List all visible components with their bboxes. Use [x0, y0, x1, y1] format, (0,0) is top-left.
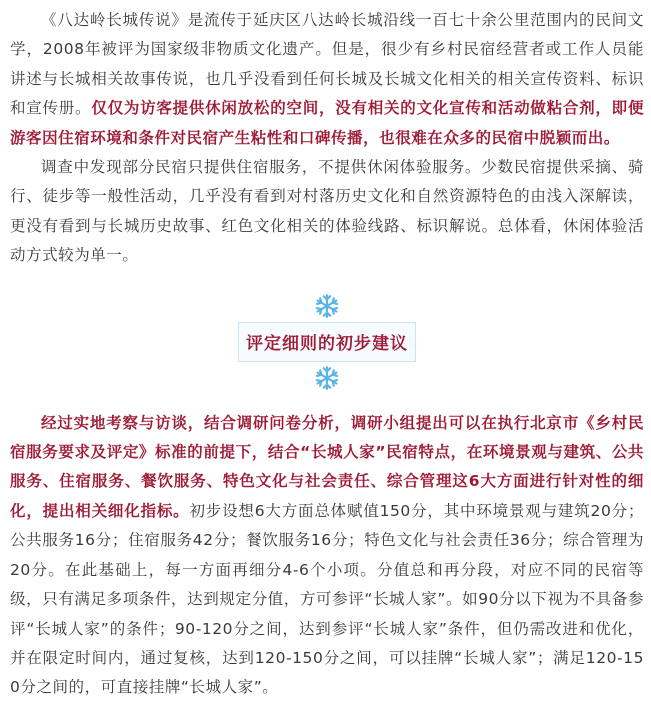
- paragraph-proposal-emphasis: 经过实地考察与访谈，结合调研问卷分析，调研小组提出可以在执行北京市《乡村民宿服务要求及评定》标准的前提下，结合“长城人家”民宿特点，在环境景观与建筑、公共服务、住宿服务、餐饮服务、特色文化与社会责任、综合管理这6大方面进行针对性的细化，提出相关细化指标。: [10, 413, 644, 520]
- paragraph-rating-proposal: [10, 409, 644, 703]
- snowflake-icon: [314, 365, 340, 391]
- section-heading-block: [10, 293, 644, 395]
- paragraph-survey-findings: [10, 153, 644, 271]
- section-heading-box: [238, 322, 416, 362]
- paragraph-survey-text: 调查中发现部分民宿只提供住宿服务，不提供休闲体验服务。少数民宿提供采摘、骑行、徒步等一般性活动，几乎没有看到对村落历史文化和自然资源特色的由浅入深解读，更没有看到与长城历史故事、红色文化相关的体验线路、标识解说。总体看，休闲体验活动方式较为单一。: [10, 158, 644, 265]
- article-body: [10, 6, 644, 703]
- paragraph-legend-emphasis: 仅仅为访客提供休闲放松的空间，没有相关的文化宣传和活动做粘合剂，即便游客因住宿环境和条件对民宿产生粘性和口碑传播，也很难在众多的民宿中脱颖而出。: [10, 99, 644, 147]
- section-heading-title: 评定细则的初步建议: [246, 334, 408, 355]
- paragraph-legend-text: 《八达岭长城传说》是流传于延庆区八达岭长城沿线一百七十余公里范围内的民间文学，2008年被评为国家级非物质文化遗产。但是，很少有乡村民宿经营者或工作人员能讲述与长城相关故事传说，也几乎没看到任何长城及长城文化相关的相关宣传资料、标识和宣传册。: [10, 11, 644, 118]
- paragraph-legend-intro: [10, 6, 644, 153]
- snowflake-icon: [314, 293, 340, 319]
- paragraph-proposal-text: 初步设想6大方面总体赋值150分，其中环境景观与建筑20分；公共服务16分；住宿服务42分；餐饮服务16分；特色文化与社会责任36分；综合管理为20分。在此基础上，每一方面再细分4-6个小项。分值总和再分段，对应不同的民宿等级，只有满足多项条件，达到规定分值，方可参评“长城人家”。如90分以下视为不具备参评“长城人家”的条件；90-120分之间，达到参评“长城人家”条件，但仍需改进和优化，并在限定时间内，通过复核，达到120-150分之间，可以挂牌“长城人家”；满足120-150分之间的，可直接挂牌“长城人家”。: [10, 501, 645, 697]
